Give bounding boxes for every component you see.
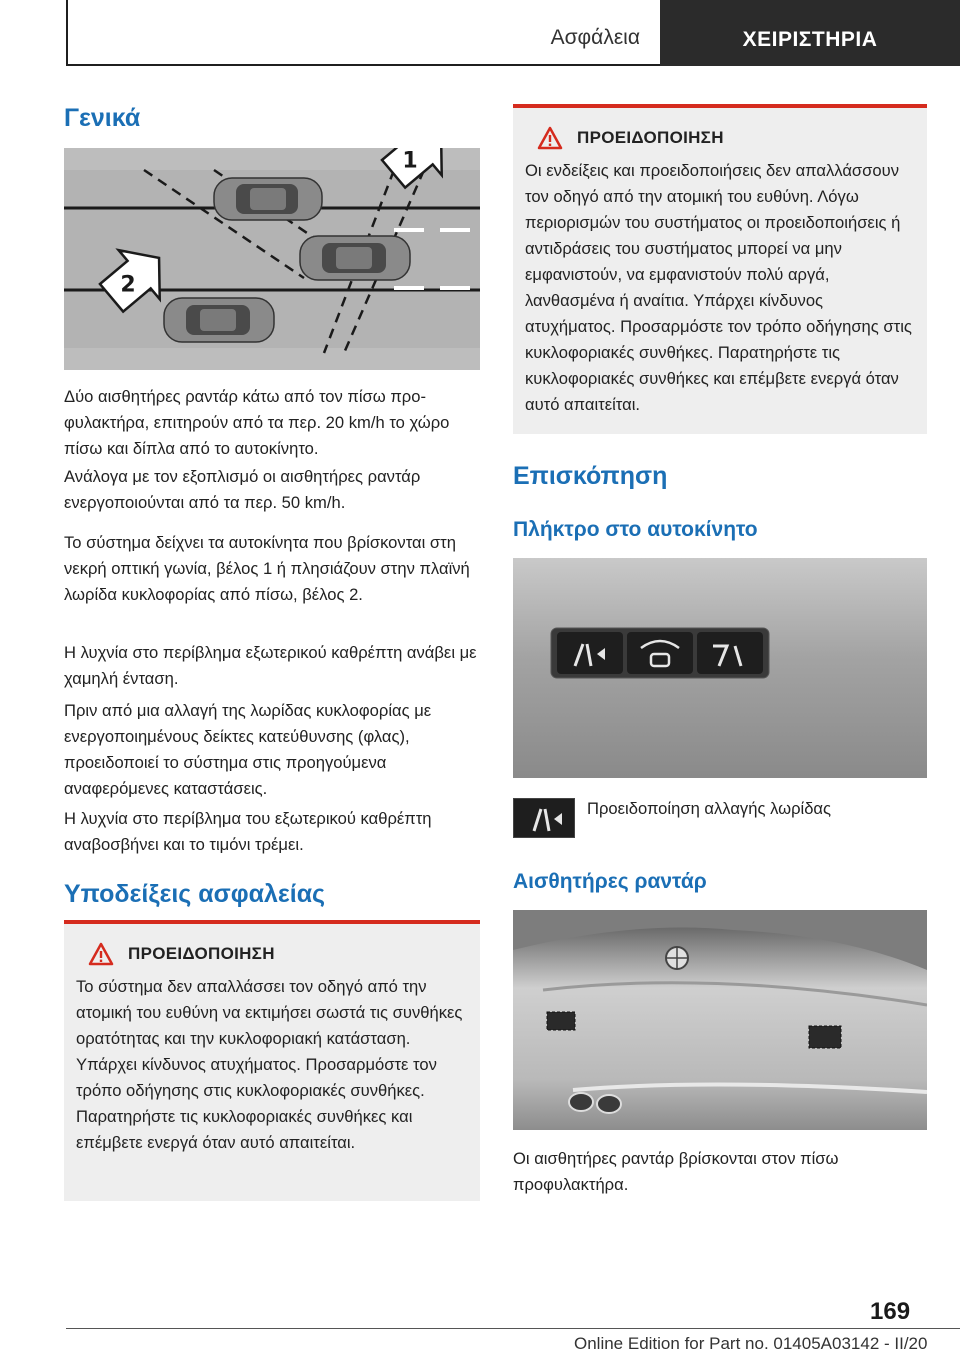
exhaust-right-icon [597,1095,621,1113]
footer-rule [66,1328,960,1329]
car-middle-icon [300,236,410,280]
figure-lane-diagram [64,148,480,370]
lane-change-warning-symbol [513,798,575,838]
arrow-2-label: 2 [120,272,136,298]
warning-header [88,942,468,966]
lane-diagram-svg [64,148,480,370]
caption-radar-location: Οι αισθητήρες ραντάρ βρίσκονται στον πίσω προφυλακτήρα. [513,1149,839,1194]
warning-box-left [64,920,480,1201]
car-upper-icon [214,178,322,220]
radar-sensor-right-icon [809,1026,841,1048]
heading-general: Γενικά [64,104,141,132]
page-number: 169 [870,1298,911,1325]
arrow-1-label: 1 [402,148,418,174]
paragraph-radar-sensors: Δύο αισθητήρες ραντάρ κάτω από τον πίσω προφυλακτήρα, επιτηρούν από τα περ. 20 km/h το χώρο πίσω και δίπλα από το αυτοκίνητο. [64,387,450,458]
lane-change-warning-icon [514,799,575,838]
button-panel-svg [513,558,927,778]
lane-change-button-icon [557,632,623,674]
caption-lane-change-warning: Προειδοποίηση αλλαγής λωρίδας [587,799,832,818]
heading-button-in-car: Πλήκτρο στο αυτοκίνητο [513,518,758,541]
warning-title: ΠΡΟΕΙΔΟΠΟΙΗΣΗ [128,944,275,963]
paragraph-blind-spot: Το σύστημα δείχνει τα αυτοκίνητα που βρίσκονται στη νεκρή οπτική γωνία, βέλος 1 ή πλησιάζουν στην πλαϊνή λωρίδα κυκλοφορίας από πίσω, βέλος 2. [64,533,470,604]
heading-overview: Επισκόπηση [513,462,668,490]
paragraph-mirror-flash: Η λυχνία στο περίβλημα του εξωτερικού καθρέπτη αναβοσβήνει και το τιμόνι τρέμει. [64,809,432,854]
warning-header [537,126,915,150]
heading-safety-notes: Υποδείξεις ασφαλείας [64,880,326,908]
paragraph-mirror-lamp: Η λυχνία στο περίβλημα εξωτερικού καθρέπτη ανάβει με χαμηλή ένταση. [64,643,477,688]
header-chapter-tab [660,0,960,66]
heading-radar-sensors: Αισθητήρες ραντάρ [513,870,707,893]
footer-edition: Online Edition for Part no. 01405A03142 - II/20 [574,1334,928,1353]
distance-button-icon [627,632,693,674]
warning-title: ΠΡΟΕΙΔΟΠΟΙΗΣΗ [577,128,724,147]
car-lower-icon [164,298,274,342]
paragraph-activation-speed: Ανάλογα με τον εξοπλισμό οι αισθητήρες ραντάρ ενεργοποιούνται από τα περ. 50 km/h. [64,467,421,512]
paragraph-lane-change: Πριν από μια αλλαγή της λωρίδας κυκλοφορίας με ενεργοποιημένους δείκτες κατεύθυνσης (φλας), προειδοποιεί το σύστημα στις προηγούμενα αναφερόμενες καταστάσεις. [64,701,432,798]
warning-triangle-icon [88,942,114,966]
warning-box-right [513,104,927,434]
warning-body: Το σύστημα δεν απαλλάσσει τον οδηγό από την ατομική του ευθύνη να εκτιμήσει σωστά τις συνθήκες ορατότητας και την κυκλοφοριακή κατάσταση. Υπάρχει κίνδυνος ατυχήματος. Προσαρμόστε τον τρόπο οδήγησης στις κυκλοφοριακές συνθήκες. Παρατηρήστε τις κυκλοφοριακές συνθήκες και επέμβετε ενεργά όταν αυτό απαιτείται. [76,977,463,1152]
figure-rear-bumper [513,910,927,1130]
rear-bumper-svg [513,910,927,1130]
warning-triangle-icon [537,126,563,150]
header-section-title: Ασφάλεια [550,26,640,49]
radar-sensor-left-icon [547,1012,575,1030]
header-chapter-label: ΧΕΙΡΙΣΤΗΡΙΑ [742,28,878,51]
figure-button-panel [513,558,927,778]
lane-departure-button-icon [697,632,763,674]
exhaust-left-icon [569,1093,593,1111]
header-left-rule [66,0,68,66]
warning-body: Οι ενδείξεις και προειδοποιήσεις δεν απαλλάσσουν τον οδηγό από την ατομική του ευθύνη. Λόγω περιορισμών του συστήματος οι προειδοποιήσεις ή αντιδράσεις του συστήματος μπορεί να μην εμφανιστούν, να εμφανιστούν πολύ αργά, λανθασμένα ή αναίτια. Υπάρχει κίνδυνος ατυχήματος. Προσαρμόστε τον τρόπο οδήγησης στις κυκλοφοριακές συνθήκες. Παρατηρήστε τις κυκλοφοριακές συνθήκες και επέμβετε ενεργά όταν αυτό απαιτείται. [525,161,912,414]
